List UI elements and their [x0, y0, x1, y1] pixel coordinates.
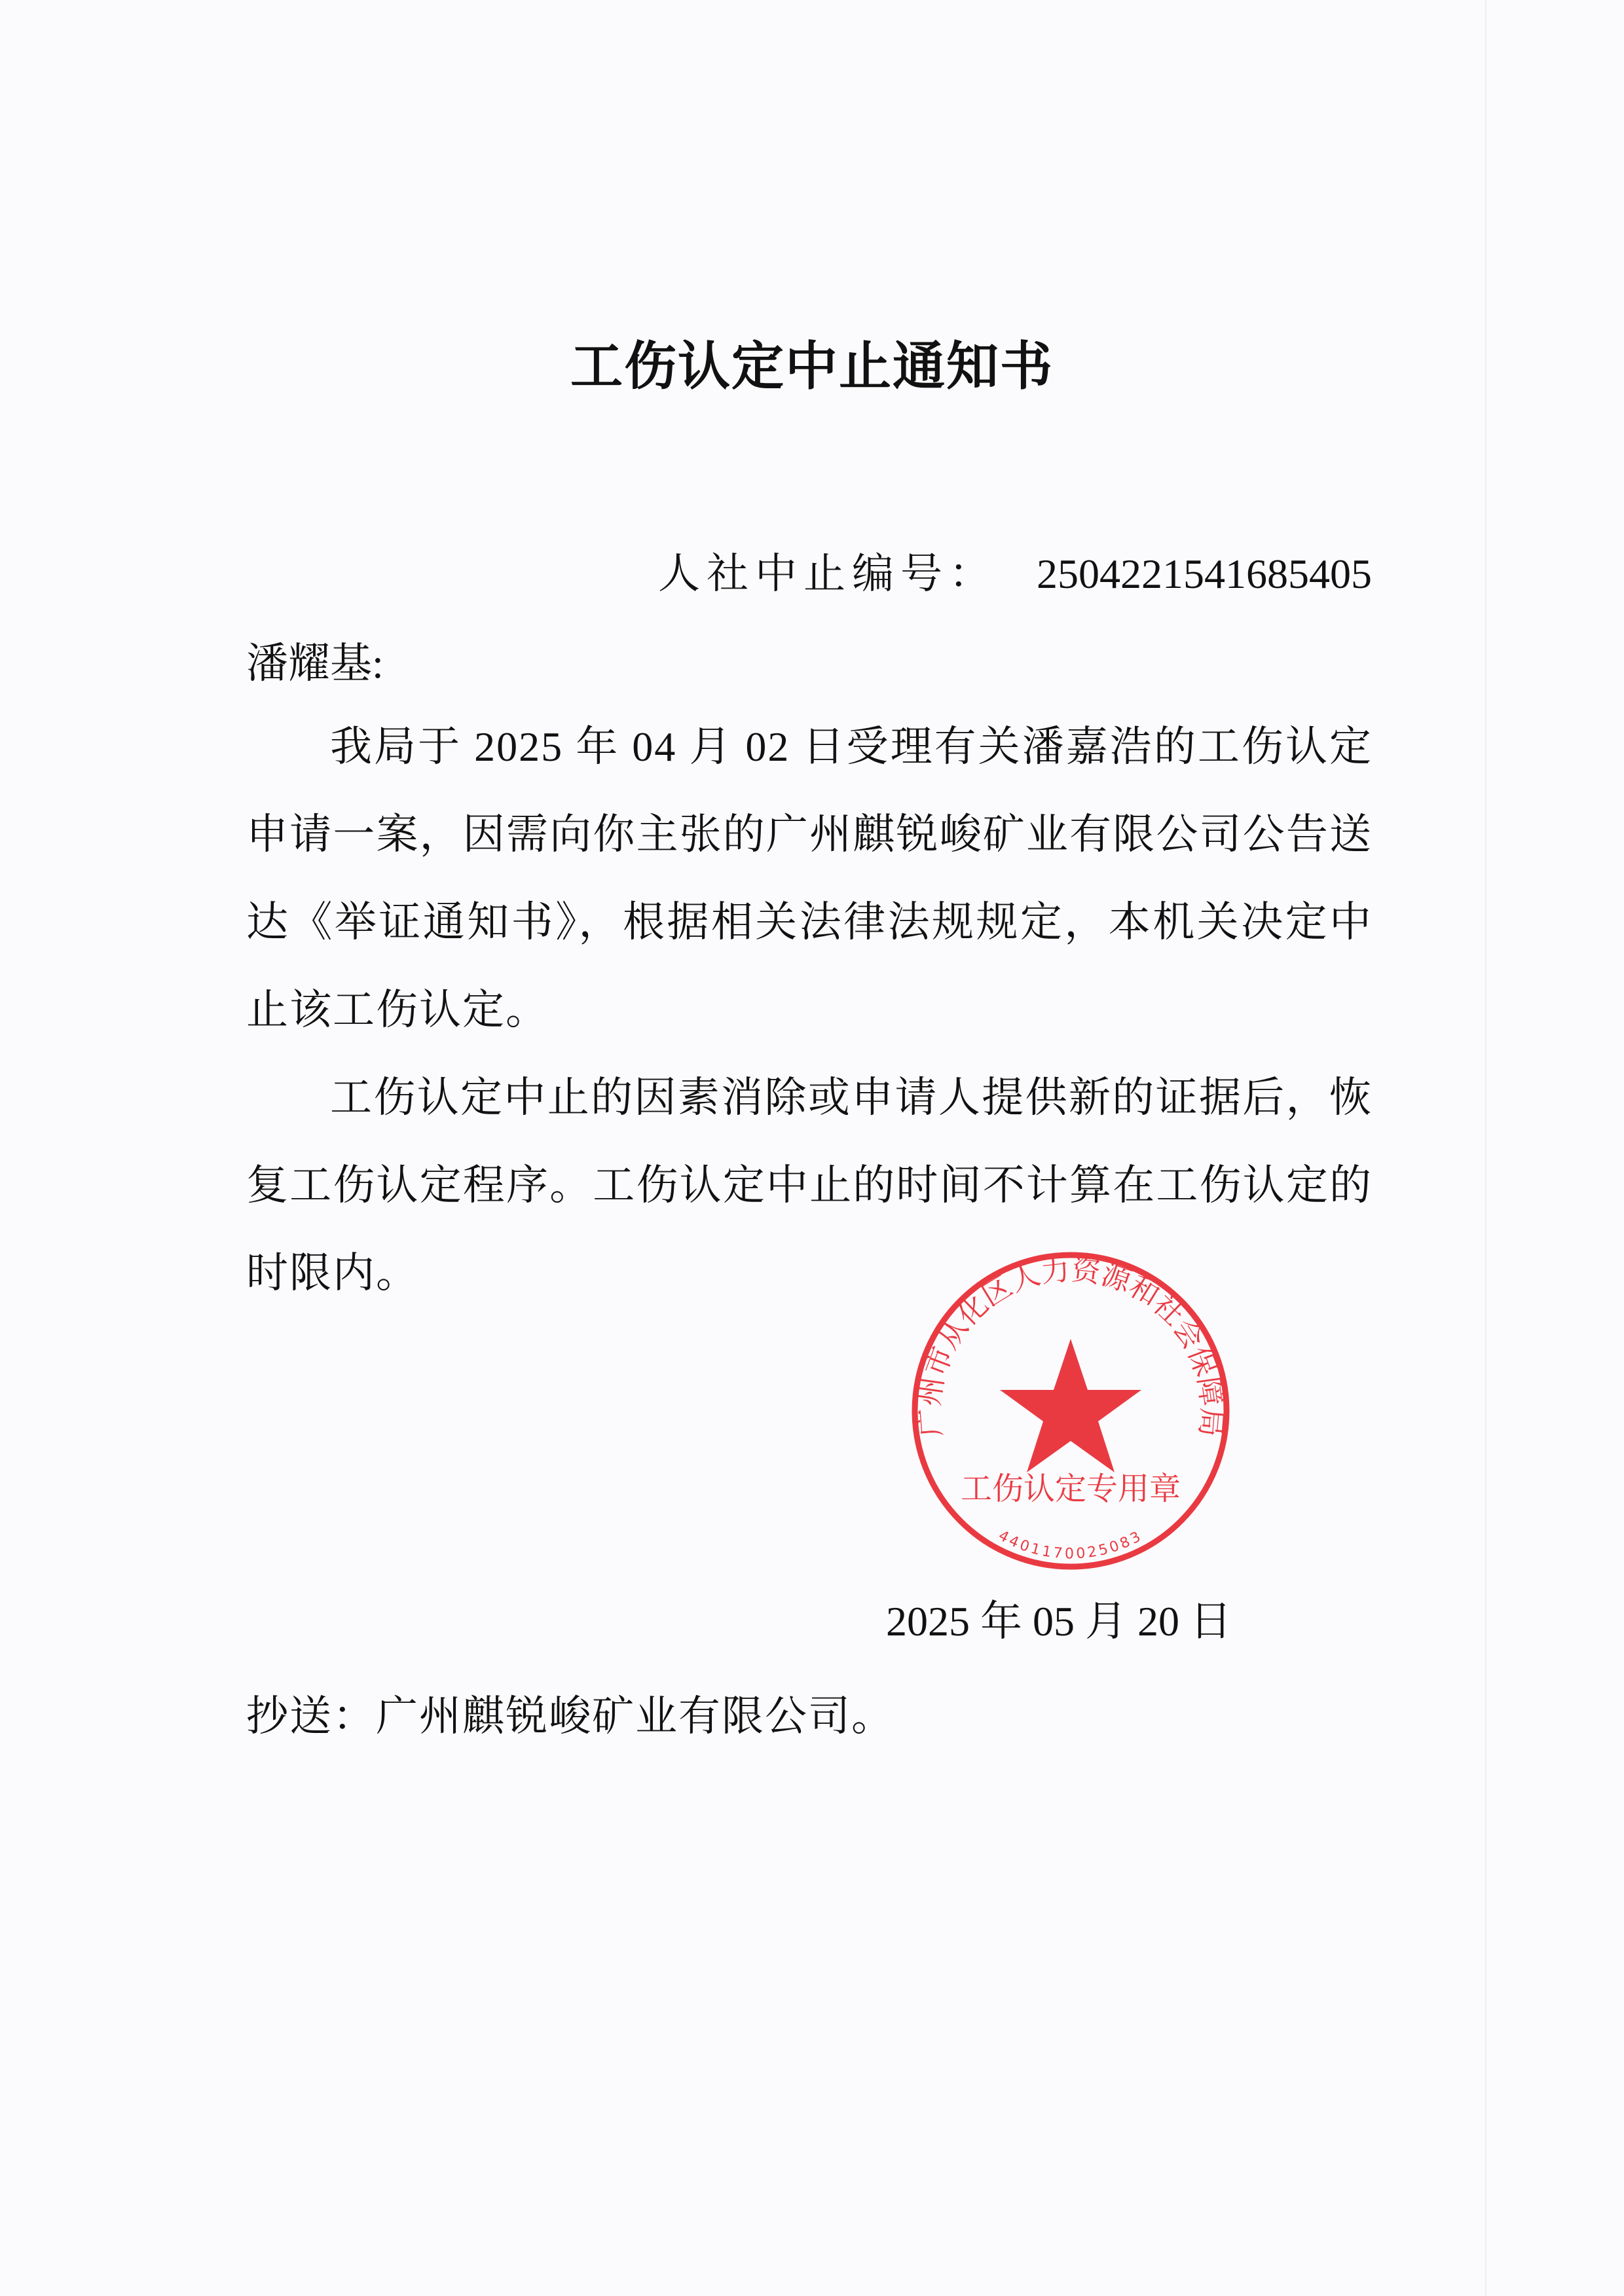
- document-number-label: 人社中止编号：: [658, 551, 997, 597]
- salutation: 潘耀基:: [246, 640, 384, 687]
- document-body: [246, 703, 1373, 1317]
- seal-code-text: 4401170025083: [995, 1527, 1146, 1563]
- document-title: 工伤认定中止通知书: [570, 336, 1054, 397]
- official-seal: [907, 1247, 1234, 1575]
- carbon-copy: 抄送：广州麒锐峻矿业有限公司。: [246, 1693, 895, 1740]
- document-number: [658, 540, 1372, 600]
- issue-date: 2025 年 05 月 20 日: [886, 1598, 1232, 1645]
- paragraph: 我局于 2025 年 04 月 02 日受理有关潘嘉浩的工伤认定申请一案，因需向你主张的广州麒锐峻矿业有限公司公告送达《举证通知书》，根据相关法律法规规定，本机关决定中止该工伤认定。: [246, 723, 1373, 1033]
- seal-purpose-text: 工伤认定专用章: [960, 1470, 1181, 1507]
- document-number-value: 2504221541685405: [1037, 551, 1372, 597]
- paragraph: 工伤认定中止的因素消除或申请人提供新的证据后，恢复工伤认定程序。工伤认定中止的时间不计算在工伤认定的时限内。: [246, 1074, 1373, 1296]
- star-icon: [1000, 1339, 1141, 1472]
- seal-org-text: 广州市从化区人力资源和社会保障局: [913, 1253, 1228, 1438]
